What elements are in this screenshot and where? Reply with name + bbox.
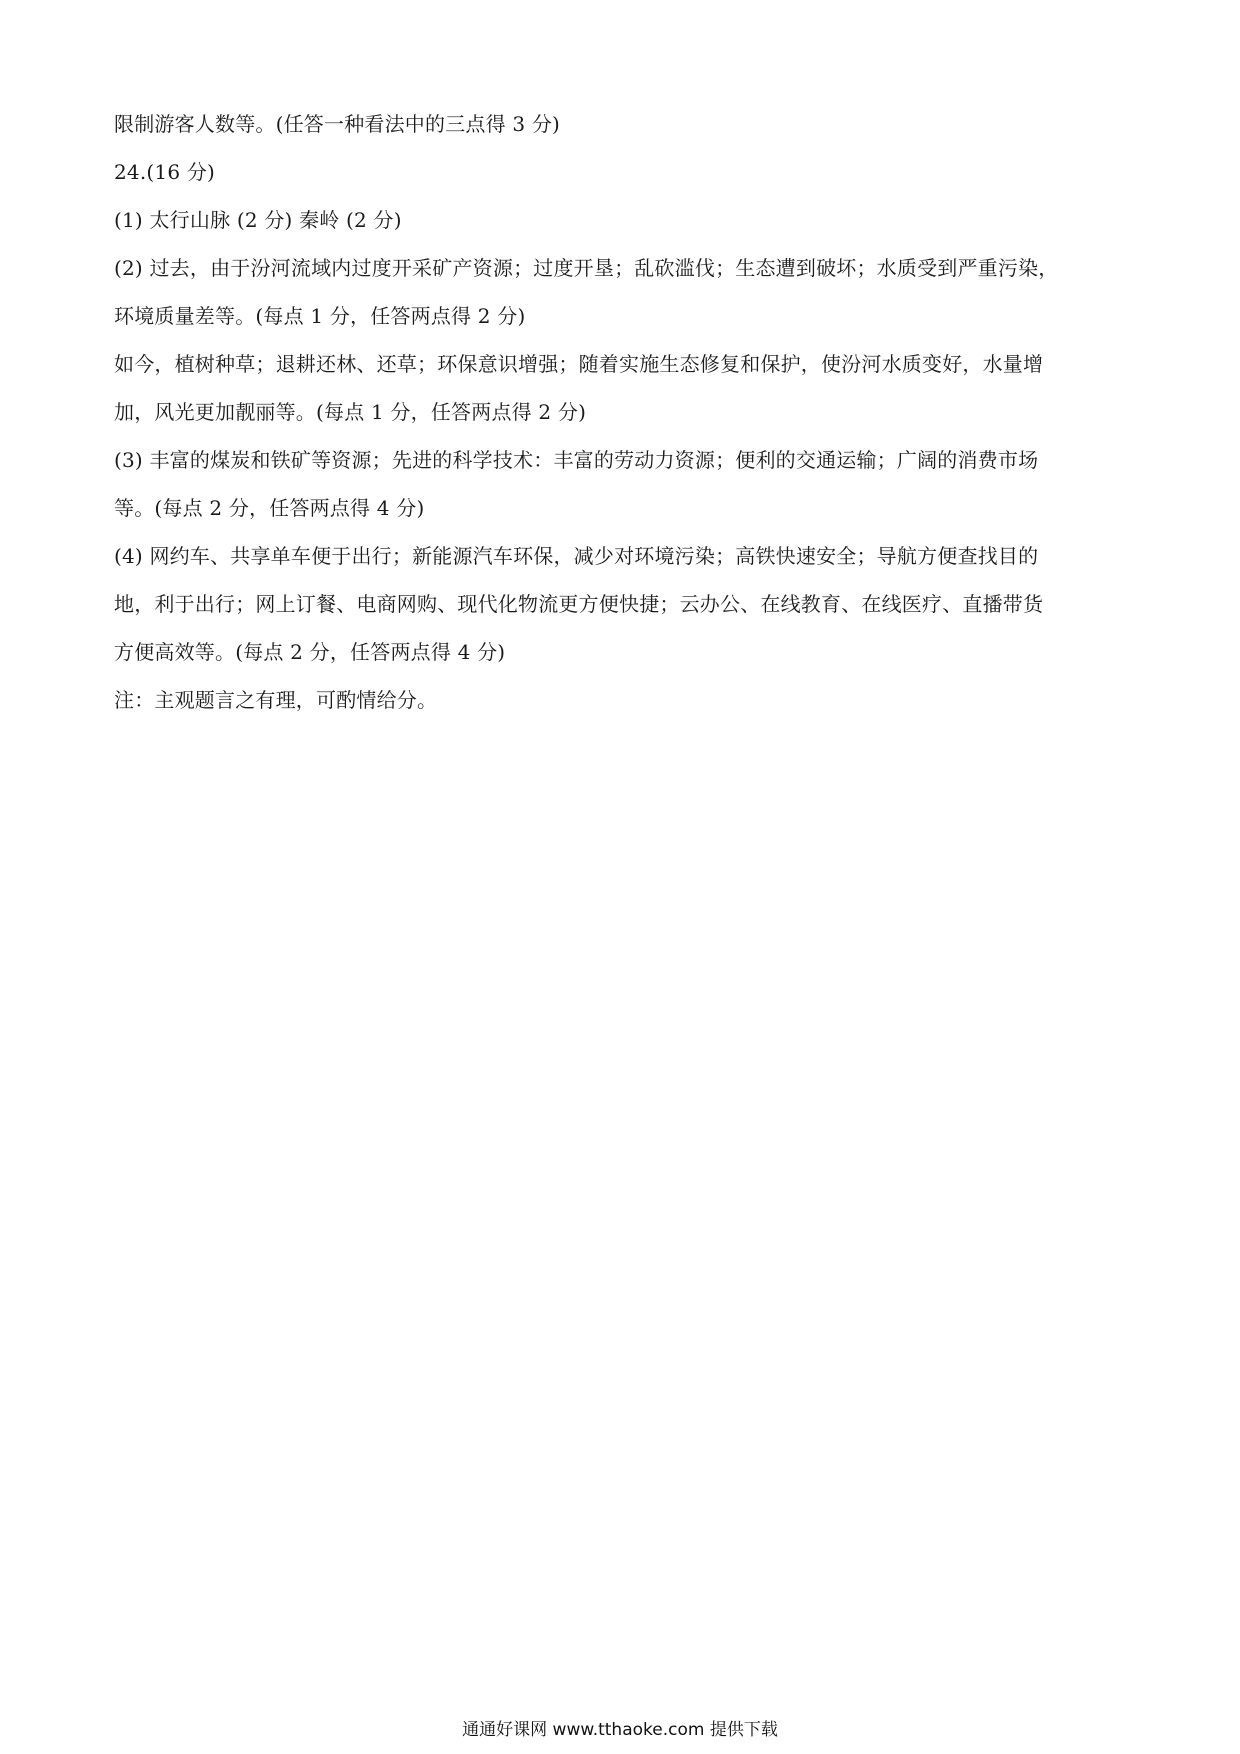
answer-text-block	[114, 100, 1134, 724]
answer-part-2-line-3: 如今，植树种草；退耕还林、还草；环保意识增强；随着实施生态修复和保护，使汾河水质变好，水量增	[114, 352, 1044, 376]
answer-part-2-line-1: (2) 过去，由于汾河流域内过度开采矿产资源；过度开垦；乱砍滥伐；生态遭到破坏；水质受到严重污染，	[114, 256, 1059, 280]
grading-note: 注：主观题言之有理，可酌情给分。	[114, 688, 438, 712]
answer-part-4-line-2: 地，利于出行；网上订餐、电商网购、现代化物流更方便快捷；云办公、在线教育、在线医疗、直播带货	[114, 592, 1044, 616]
answer-part-1: (1) 太行山脉 (2 分) 秦岭 (2 分)	[114, 208, 402, 232]
answer-part-4-line-1: (4) 网约车、共享单车便于出行；新能源汽车环保，减少对环境污染；高铁快速安全；导航方便查找目的	[114, 544, 1039, 568]
question-24-heading: 24.(16 分)	[114, 160, 216, 184]
answer-part-4-line-3: 方便高效等。(每点 2 分，任答两点得 4 分)	[114, 640, 506, 664]
answer-part-2-line-2: 环境质量差等。(每点 1 分，任答两点得 2 分)	[114, 304, 526, 328]
answer-part-2-line-4: 加，风光更加靓丽等。(每点 1 分，任答两点得 2 分)	[114, 400, 587, 424]
answer-part-3-line-1: (3) 丰富的煤炭和铁矿等资源；先进的科学技术：丰富的劳动力资源；便利的交通运输；广阔的消费市场	[114, 448, 1039, 472]
page-footer: 通通好课网 www.tthaoke.com 提供下载	[462, 1720, 778, 1740]
answer-part-3-line-2: 等。(每点 2 分，任答两点得 4 分)	[114, 496, 425, 520]
text-line-1: 限制游客人数等。(任答一种看法中的三点得 3 分)	[114, 112, 561, 136]
